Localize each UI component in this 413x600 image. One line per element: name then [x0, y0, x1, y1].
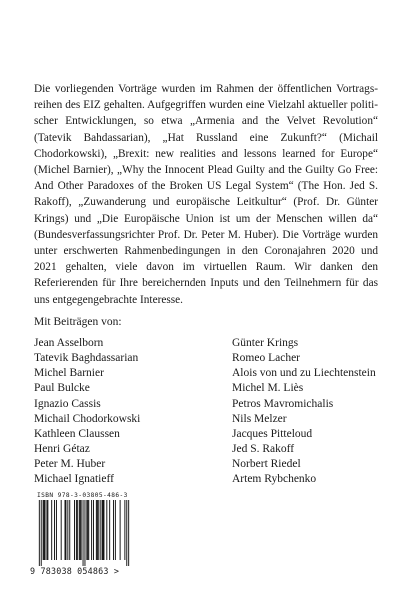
contributor-name: Jacques Pitteloud: [232, 427, 313, 440]
contributor-name: Henri Gétaz: [34, 443, 90, 456]
barcode-bar: [54, 500, 55, 560]
contributor-name: Michel Barnier: [34, 367, 104, 380]
barcode-bar: [91, 500, 92, 560]
barcode-bar: [80, 500, 81, 560]
barcode-bar: [124, 500, 125, 560]
contributors-list-right: [232, 336, 392, 488]
barcode-bar: [113, 500, 114, 560]
barcode-bar: [76, 500, 77, 560]
contributor-name: Jean Asselborn: [34, 337, 104, 349]
barcode-bar: [43, 500, 44, 560]
contributors-heading: Mit Beiträgen von:: [34, 316, 122, 328]
contributor-name: Jed S. Rakoff: [232, 443, 295, 456]
barcode-bar: [115, 500, 116, 560]
barcode-bar: [100, 500, 101, 560]
barcode-bar: [51, 500, 52, 560]
contributor-name: Michail Chodorkowski: [34, 412, 141, 425]
contributor-name: Paul Bulcke: [34, 382, 90, 395]
barcode-bar: [98, 500, 99, 560]
barcode-bar: [61, 500, 62, 560]
contributor-name: Peter M. Huber: [34, 458, 106, 471]
barcode-bar: [77, 500, 78, 560]
barcode-bar: [44, 500, 45, 560]
contributor-name: Alois von und zu Liechtenstein: [232, 367, 376, 380]
barcode-bar: [103, 500, 104, 560]
barcode-bar: [67, 500, 68, 560]
barcode-bar: [56, 500, 57, 560]
barcode-bar: [41, 500, 42, 566]
barcode-bar: [81, 500, 82, 560]
barcode-bar: [87, 500, 88, 560]
barcode-bar: [65, 500, 66, 560]
contributor-name: Norbert Riedel: [232, 458, 301, 471]
barcode-bar: [103, 500, 104, 560]
barcode-bar: [47, 500, 48, 560]
contributor-name: Ignazio Cassis: [34, 397, 101, 410]
contributor-name: Günter Krings: [232, 337, 299, 349]
contributors-list-left: [34, 336, 204, 488]
isbn-label: ISBN 978-3-03805-486-3: [37, 492, 128, 499]
contributor-name: Romeo Lacher: [232, 352, 301, 365]
contributor-name: Nils Melzer: [232, 412, 287, 425]
barcode-bar: [88, 500, 89, 560]
barcode-bar: [39, 500, 40, 566]
barcode-bar: [79, 500, 80, 560]
contributor-name: Artem Rybchenko: [232, 473, 317, 486]
contributor-name: Michel M. Liès: [232, 382, 304, 395]
barcode-bar: [83, 500, 84, 566]
barcode-bar: [65, 500, 66, 560]
barcode-bar: [46, 500, 47, 560]
contributor-name: Michael Ignatieff: [34, 473, 114, 486]
barcode-bar: [96, 500, 97, 560]
barcode-digits: 9 783038 054863 >: [30, 566, 120, 576]
isbn-barcode: [36, 500, 132, 568]
barcode-bar: [93, 500, 94, 560]
barcode-bar: [109, 500, 110, 560]
barcode-bar: [126, 500, 127, 566]
barcode-bar: [97, 500, 98, 560]
barcode-bar: [74, 500, 75, 560]
barcode-bar: [84, 500, 85, 566]
contributor-name: Tatevik Baghdassarian: [34, 352, 139, 365]
blurb-text: Die vorliegenden Vorträge wurden im Rahmen der öffentlichen Vortragsreihen des EIZ gehalten. Aufgegriffen wurden eine Vielzahl aktueller politischer Entwicklungen, so etwa „Armenia and the Velvet Revolution“ (Tatevik Bahdassarian), „Hat Russland eine Zukunft?“ (Michail Chodorkowski), „Brexit: new realities and lessons learned for Europe“ (Michel Barnier), „Why the Innocent Plead Guilty and the Guilty Go Free: And Other Paradoxes of the Broken US Legal System“ (The Hon. Jed S. Rakoff), „Zuwanderung und europäische Leitkultur“ (Prof. Dr. Günter Krings) und „Die Europäische Union ist um der Menschen willen da“ (Bundesverfassungsrichter Prof. Dr. Peter M. Huber). Die Vorträge wurden unter erschwerten Rahmenbedingungen in den Coronajahren 2020 und 2021 gehalten, viele davon im virtuellen Raum. Wir danken den Referierenden für Ihre bereichernden Inputs und den Teilnehmern für das uns entgegengebrachte Interesse.: [34, 83, 378, 306]
barcode-bar: [86, 500, 87, 560]
barcode-bar: [120, 500, 121, 560]
contributor-name: Petros Mavromichalis: [232, 397, 334, 410]
barcode-bar: [69, 500, 70, 560]
barcode-bar: [106, 500, 107, 560]
contributor-name: Kathleen Claussen: [34, 427, 120, 440]
barcode-bar: [45, 500, 46, 560]
barcode-bar: [102, 500, 103, 560]
barcode-bar: [128, 500, 129, 566]
